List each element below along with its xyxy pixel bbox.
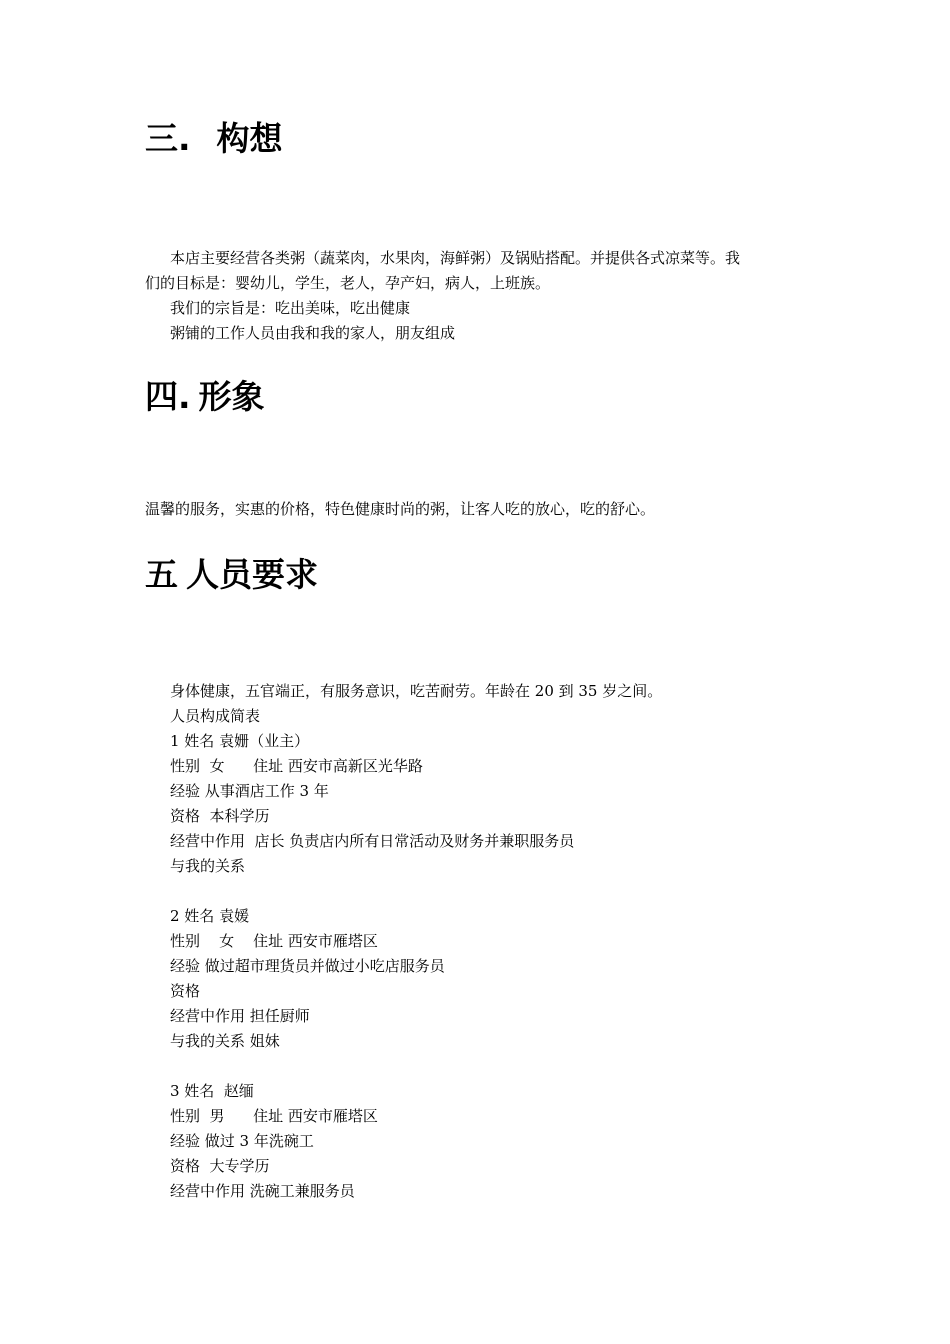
person-1-qualification: 资格 本科学历	[170, 807, 270, 825]
person-2-role: 经营中作用 担任厨师	[170, 1007, 310, 1025]
section-3-line-3: 我们的宗旨是：吃出美味，吃出健康	[170, 299, 411, 317]
section-3-body	[145, 246, 810, 346]
section-3-number: 三.	[145, 119, 191, 158]
person-1-role: 经营中作用 店长 负责店内所有日常活动及财务并兼职服务员	[170, 832, 575, 850]
section-5-number: 五	[145, 555, 178, 594]
person-1-experience: 经验 从事酒店工作 3 年	[170, 782, 329, 800]
section-5-body	[145, 679, 810, 1204]
person-3-role: 经营中作用 洗碗工兼服务员	[170, 1182, 355, 1200]
person-2-gender-address: 性别 女 住址 西安市雁塔区	[170, 932, 378, 950]
blank-line	[145, 879, 810, 904]
person-1-relation: 与我的关系	[170, 857, 246, 875]
person-3-experience: 经验 做过 3 年洗碗工	[170, 1132, 314, 1150]
section-4-title: 形象	[198, 377, 265, 416]
section-3-title: 构想	[216, 119, 283, 158]
person-2-relation: 与我的关系 姐妹	[170, 1032, 280, 1050]
person-3-name: 3 姓名 赵缅	[170, 1082, 254, 1100]
section-4-number: 四.	[145, 377, 191, 416]
section-5-intro: 身体健康，五官端正，有服务意识，吃苦耐劳。年龄在 20 到 35 岁之间。	[170, 682, 663, 700]
section-3-heading	[145, 119, 283, 159]
person-2-name: 2 姓名 袁媛	[170, 907, 250, 925]
section-3-line-2: 们的目标是：婴幼儿，学生，老人，孕产妇，病人，上班族。	[145, 274, 551, 292]
section-4-text: 温馨的服务，实惠的价格，特色健康时尚的粥，让客人吃的放心，吃的舒心。	[145, 500, 656, 518]
person-2-experience: 经验 做过超市理货员并做过小吃店服务员	[170, 957, 445, 975]
section-4-body	[145, 497, 810, 522]
person-3-gender-address: 性别 男 住址 西安市雁塔区	[170, 1107, 378, 1125]
person-1-gender-address: 性别 女 住址 西安市高新区光华路	[170, 757, 423, 775]
blank-line	[145, 1054, 810, 1079]
staff-table-title: 人员构成简表	[170, 707, 261, 725]
section-4-heading	[145, 377, 265, 417]
person-2-qualification: 资格	[170, 982, 201, 1000]
section-3-line-4: 粥铺的工作人员由我和我的家人，朋友组成	[170, 324, 456, 342]
section-3-line-1: 本店主要经营各类粥（蔬菜肉，水果肉，海鲜粥）及锅贴搭配。并提供各式凉菜等。我	[170, 249, 741, 267]
person-3-qualification: 资格 大专学历	[170, 1157, 270, 1175]
section-5-title: 人员要求	[186, 555, 318, 594]
section-5-heading	[145, 555, 318, 595]
person-1-name: 1 姓名 袁姗（业主）	[170, 732, 310, 750]
